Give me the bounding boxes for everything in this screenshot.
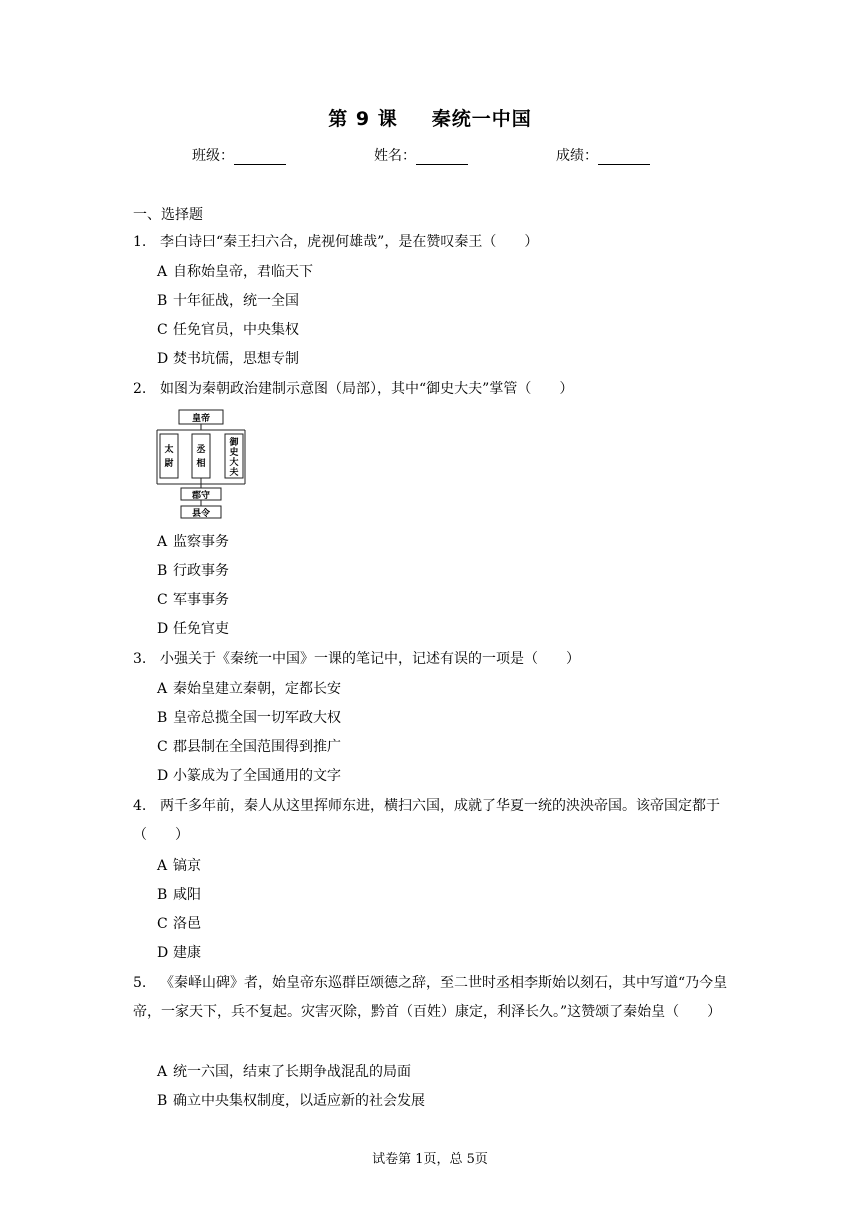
question-2-option-c[interactable]: C 军事事务 [157,592,229,608]
question-4: 4. 两千多年前，秦人从这里挥师东进，横扫六国，成就了华夏一统的泱泱帝国。该帝国定都于（ ） [133,798,720,843]
diagram-middle-1: 丞 [196,445,206,455]
question-1-option-c[interactable]: C 任免官员，中央集权 [157,322,299,338]
student-info-row [0,145,860,165]
score-field[interactable]: 成绩： [556,145,650,165]
question-2-option-a[interactable]: A 监察事务 [157,534,229,550]
question-2: 2. 如图为秦朝政治建制示意图（局部），其中“御史大夫”掌管（ ） [133,381,574,397]
diagram-left-2: 尉 [164,459,174,469]
question-3-option-a[interactable]: A 秦始皇建立秦朝，定都长安 [157,681,341,697]
diagram-right-4: 夫 [229,468,239,478]
name-field[interactable]: 姓名： [374,145,468,165]
lesson-topic: 秦统一中国 [431,108,532,130]
question-2-option-d[interactable]: D 任免官吏 [157,621,229,637]
page-title [0,104,860,131]
qin-political-structure-diagram [155,408,247,522]
question-1-option-d[interactable]: D 焚书坑儒，思想专制 [157,351,299,367]
question-1: 1. 李白诗曰“秦王扫六合，虎视何雄哉”，是在赞叹秦王（ ） [133,234,539,250]
question-3: 3. 小强关于《秦统一中国》一课的笔记中，记述有误的一项是（ ） [133,651,580,667]
section-heading: 一、选择题 [133,207,203,223]
diagram-top-label: 皇帝 [191,414,211,424]
question-3-option-b[interactable]: B 皇帝总揽全国一切军政大权 [157,710,341,726]
question-4-option-d[interactable]: D 建康 [157,945,201,961]
diagram-middle-2: 相 [196,459,206,469]
diagram-right-2: 史 [229,448,239,458]
question-4-option-c[interactable]: C 洛邑 [157,916,201,932]
question-4-option-b[interactable]: B 咸阳 [157,887,201,903]
diagram-right-3: 大 [229,458,239,468]
chengxiang-box [192,434,210,478]
diagram-level3-label: 县令 [191,509,211,519]
question-1-option-a[interactable]: A 自称始皇帝，君临天下 [157,264,313,280]
question-2-option-b[interactable]: B 行政事务 [157,563,229,579]
question-5: 5. 《秦峄山碑》者，始皇帝东巡群臣颂德之辞，至二世时丞相李斯始以刻石，其中写道“乃今皇帝，一家天下，兵不复起。灾害灭除，黔首（百姓）康定，利泽长久。”这赞颂了秦始皇（ ） [133,975,728,1020]
question-4-option-a[interactable]: A 镐京 [157,858,201,874]
question-5-option-b[interactable]: B 确立中央集权制度，以适应新的社会发展 [157,1093,425,1109]
diagram-left-1: 太 [164,445,174,455]
diagram-right-1: 御 [229,438,239,448]
question-3-option-c[interactable]: C 郡县制在全国范围得到推广 [157,739,341,755]
question-5-option-a[interactable]: A 统一六国，结束了长期争战混乱的局面 [157,1064,411,1080]
page-footer: 试卷第 1页，总 5页 [372,1152,488,1167]
taiwei-box [160,434,178,478]
question-3-option-d[interactable]: D 小篆成为了全国通用的文字 [157,768,341,784]
question-1-option-b[interactable]: B 十年征战，统一全国 [157,293,299,309]
lesson-number: 第 9 课 [328,108,398,130]
class-field[interactable]: 班级： [192,145,286,165]
diagram-level2-label: 郡守 [191,491,211,501]
